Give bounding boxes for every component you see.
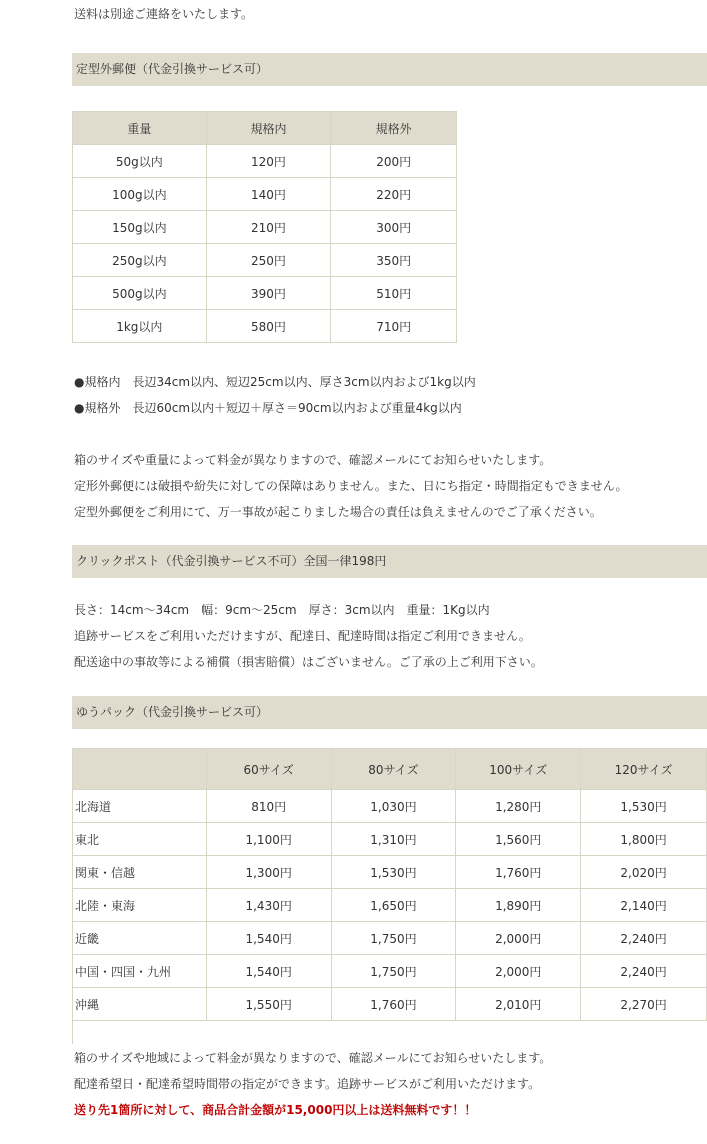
note-standard-size: ●規格内 長辺34cm以内、短辺25cm以内、厚さ3cm以内および1kg以内: [74, 375, 476, 389]
cell-nonstandard: 710円: [331, 310, 457, 343]
cell-price: 1,550円: [206, 988, 331, 1021]
cell-price: 1,750円: [331, 955, 456, 988]
cell-price: 2,000円: [456, 922, 581, 955]
table-row: [73, 277, 457, 310]
paragraph-line: 定型外郵便をご利用にて、万一事故が起こりました場合の責任は負えませんのでご了承ください。: [74, 505, 602, 519]
cell-price: 810円: [206, 790, 331, 823]
table-row: [73, 955, 707, 988]
cell-standard: 120円: [206, 145, 331, 178]
table-row: [73, 790, 707, 823]
paragraph-line: 箱のサイズや重量によって料金が異なりますので、確認メールにてお知らせいたします。: [74, 453, 552, 467]
cell-weight: 500g以内: [73, 277, 207, 310]
table-row: [73, 211, 457, 244]
cell-price: 2,020円: [581, 856, 707, 889]
header-size-80: 80サイズ: [331, 749, 456, 790]
cell-price: 1,800円: [581, 823, 707, 856]
paragraph-line: 追跡サービスをご利用いただけますが、配達日、配達時間は指定ご利用できません。: [74, 629, 531, 643]
cell-price: 1,030円: [331, 790, 456, 823]
cell-region: 北陸・東海: [73, 889, 207, 922]
cell-price: 1,650円: [331, 889, 456, 922]
cell-price: 1,530円: [581, 790, 707, 823]
cell-standard: 250円: [206, 244, 331, 277]
cell-price: 1,560円: [456, 823, 581, 856]
cell-region: 沖縄: [73, 988, 207, 1021]
header-standard: 規格内: [206, 112, 331, 145]
table-row: [73, 310, 457, 343]
teikeigai-rate-table: [72, 111, 457, 343]
table-row: [73, 922, 707, 955]
cell-standard: 390円: [206, 277, 331, 310]
cell-price: 2,140円: [581, 889, 707, 922]
cell-nonstandard: 200円: [331, 145, 457, 178]
cell-price: 1,310円: [331, 823, 456, 856]
table-row: [73, 823, 707, 856]
section-title-teikeigai: 定型外郵便（代金引換サービス可）: [72, 53, 707, 86]
note-nonstandard-size: ●規格外 長辺60cm以内＋短辺＋厚さ＝90cm以内および重量4kg以内: [74, 401, 462, 415]
paragraph-line: 定形外郵便には破損や紛失に対しての保障はありません。また、日にち指定・時間指定もできません。: [74, 479, 628, 493]
cell-price: 2,240円: [581, 922, 707, 955]
cell-price: 1,430円: [206, 889, 331, 922]
cell-weight: 150g以内: [73, 211, 207, 244]
cell-weight: 50g以内: [73, 145, 207, 178]
cell-price: 2,240円: [581, 955, 707, 988]
cell-price: 1,760円: [456, 856, 581, 889]
table-row: [73, 145, 457, 178]
cell-price: 2,010円: [456, 988, 581, 1021]
table-row: [73, 856, 707, 889]
paragraph-line: 配送途中の事故等による補償（損害賠償）はございません。ご了承の上ご利用下さい。: [74, 655, 543, 669]
cell-price: 1,890円: [456, 889, 581, 922]
cell-region: 東北: [73, 823, 207, 856]
cell-weight: 100g以内: [73, 178, 207, 211]
table-row: [73, 889, 707, 922]
header-weight: 重量: [73, 112, 207, 145]
cell-region: 中国・四国・九州: [73, 955, 207, 988]
cell-price: 1,540円: [206, 922, 331, 955]
cell-weight: 1kg以内: [73, 310, 207, 343]
table-row: [73, 178, 457, 211]
cell-nonstandard: 510円: [331, 277, 457, 310]
cell-weight: 250g以内: [73, 244, 207, 277]
cell-price: 1,540円: [206, 955, 331, 988]
table-row: [73, 244, 457, 277]
clickpost-size-spec: 長さ：14cm～34cm 幅：9cm～25cm 厚さ：3cm以内 重量：1Kg以内: [74, 603, 490, 617]
paragraph-line: 箱のサイズや地域によって料金が異なりますので、確認メールにてお知らせいたします。: [74, 1051, 552, 1065]
cell-price: 1,300円: [206, 856, 331, 889]
cell-standard: 580円: [206, 310, 331, 343]
cell-price: 1,100円: [206, 823, 331, 856]
header-size-60: 60サイズ: [206, 749, 331, 790]
table-header-row: [73, 749, 707, 790]
header-region: [73, 749, 207, 790]
section-title-clickpost: クリックポスト（代金引換サービス不可）全国一律198円: [72, 545, 707, 578]
cell-price: 1,750円: [331, 922, 456, 955]
cell-standard: 140円: [206, 178, 331, 211]
header-size-100: 100サイズ: [456, 749, 581, 790]
cell-standard: 210円: [206, 211, 331, 244]
cell-region: 北海道: [73, 790, 207, 823]
cell-region: 近畿: [73, 922, 207, 955]
yupack-rate-table: [72, 748, 707, 1021]
cell-price: 2,270円: [581, 988, 707, 1021]
cell-price: 1,530円: [331, 856, 456, 889]
cell-nonstandard: 220円: [331, 178, 457, 211]
table-row: [73, 988, 707, 1021]
paragraph-line: 配達希望日・配達希望時間帯の指定ができます。追跡サービスがご利用いただけます。: [74, 1077, 541, 1091]
cell-price: 1,280円: [456, 790, 581, 823]
cell-price: 1,760円: [331, 988, 456, 1021]
cell-nonstandard: 300円: [331, 211, 457, 244]
cell-region: 関東・信越: [73, 856, 207, 889]
intro-text: 送料は別途ご連絡をいたします。: [74, 7, 254, 21]
table-divider: [72, 1020, 73, 1044]
free-shipping-notice: 送り先1箇所に対して、商品合計金額が15,000円以上は送料無料です！！: [74, 1103, 477, 1117]
header-nonstandard: 規格外: [331, 112, 457, 145]
header-size-120: 120サイズ: [581, 749, 707, 790]
section-title-yupack: ゆうパック（代金引換サービス可）: [72, 696, 707, 729]
cell-price: 2,000円: [456, 955, 581, 988]
table-header-row: [73, 112, 457, 145]
cell-nonstandard: 350円: [331, 244, 457, 277]
